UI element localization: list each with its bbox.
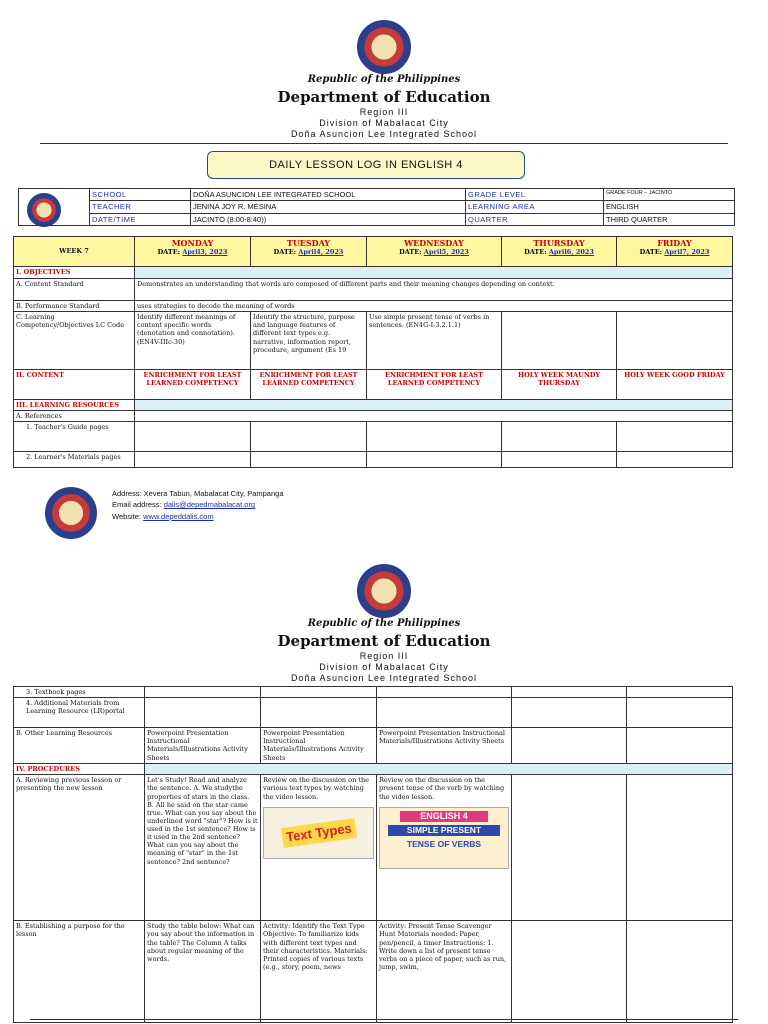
division-text-page2: Division of Mabalacat City <box>319 662 449 672</box>
day-date-row <box>253 248 364 256</box>
competency-monday: Identify different meanings of content specific words (denotation and connotation). (EN4V-IIIc-30) <box>135 312 251 370</box>
day-date-row <box>619 248 730 256</box>
content-standard-value: Demonstrates an understanding that words are composed of different parts and their meaning changes depending on context. <box>135 279 733 301</box>
shaded-cell <box>145 764 733 775</box>
school-text: Doña Asuncion Lee Integrated School <box>290 129 478 139</box>
cell <box>145 698 261 728</box>
references-label: A. References <box>14 411 135 422</box>
quarter-value: THIRD QUARTER <box>604 213 735 225</box>
text-types-thumbnail-label: Text Types <box>280 817 356 847</box>
cell <box>627 921 733 1023</box>
day-date-prefix: DATE: <box>639 248 665 256</box>
cell <box>145 687 261 698</box>
area-label: LEARNING AREA <box>466 201 604 213</box>
other-resources-monday: Powerpoint Presentation Instructional Materials/Illustrations Activity Sheets <box>145 728 261 764</box>
cell <box>502 452 617 468</box>
procedure-b-wednesday: Activity: Present Tense Scavenger Hunt Materials needed: Paper, pen/pencil, a timer Instructions: 1. Write down a list of present tense verbs on a piece of paper, such as run, jump, swim, <box>377 921 512 1023</box>
content-monday: ENRICHMENT FOR LEAST LEARNED COMPETENCY <box>135 370 251 400</box>
cell <box>502 422 617 452</box>
footer-website-row <box>112 511 284 522</box>
day-monday <box>135 237 251 267</box>
footer-address: Address: Xevera Tabun, Mabalacat City, Pampanga <box>112 489 284 498</box>
day-date-row <box>369 248 499 256</box>
division-text: Division of Mabalacat City <box>319 118 449 128</box>
deped-seal <box>357 20 411 74</box>
school-value: DOÑA ASUNCION LEE INTEGRATED SCHOOL <box>191 189 466 201</box>
cell <box>627 728 733 764</box>
footer-website-label: Website: <box>112 511 144 521</box>
cell <box>512 728 627 764</box>
performance-standard-label: B. Performance Standard <box>14 301 135 312</box>
thumbnail-title: ENGLISH 4 <box>400 811 488 822</box>
footer-school-logo <box>45 487 97 539</box>
teachers-guide-label: 1. Teacher's Guide pages <box>14 422 135 452</box>
footer-email-label: Email address: <box>112 500 164 510</box>
cell <box>251 452 367 468</box>
competency-friday <box>617 312 733 370</box>
competency-wednesday: Use simple present tense of verbs in sentences. (EN4G-I-3.2.1.1) <box>367 312 502 370</box>
cell <box>512 775 627 921</box>
day-name: WEDNESDAY <box>404 238 464 248</box>
content-standard-label: A. Content Standard <box>14 279 135 301</box>
teacher-value: JENINA JOY R. MESINA <box>191 201 466 213</box>
procedures-heading: IV. PROCEDURES <box>14 764 145 775</box>
references-cell <box>135 411 733 422</box>
week-cell: WEEK 7 <box>14 237 135 267</box>
thumbnail-line1: SIMPLE PRESENT <box>388 825 500 836</box>
objectives-heading: I. OBJECTIVES <box>14 267 135 279</box>
other-resources-wednesday: Powerpoint Presentation Instructional Materials/Illustrations Activity Sheets <box>377 728 512 764</box>
cell <box>367 452 502 468</box>
republic-text: Republic of the Philippines <box>307 74 461 85</box>
cell <box>377 687 512 698</box>
competency-tuesday: Identify the structure, purpose and language features of different text types e.g. narrative, information report, procedure, argument (Es 19 <box>251 312 367 370</box>
department-title-page2: Department of Education <box>277 632 491 650</box>
day-wednesday <box>367 237 502 267</box>
procedure-a-wednesday-text: Review on the discussion on the present tense of the verb by watching the video lesson. <box>379 776 505 801</box>
republic-text-page2: Republic of the Philippines <box>307 618 461 629</box>
simple-present-video-thumbnail[interactable] <box>379 807 509 869</box>
cell <box>512 687 627 698</box>
lesson-log-title <box>207 151 525 179</box>
textbook-label: 3. Textbook pages <box>14 687 145 698</box>
school-text-page2: Doña Asuncion Lee Integrated School <box>290 673 478 683</box>
grade-value: GRADE FOUR – JACINTO <box>604 189 735 201</box>
day-date-prefix: DATE: <box>157 248 183 256</box>
cell <box>367 422 502 452</box>
day-date-prefix: DATE: <box>399 248 424 256</box>
procedure-b-monday: Study the table below: What can you say about the information in the table? The Column A talks about regular meaning of the words. <box>145 921 261 1023</box>
info-table <box>18 188 735 226</box>
dll-table-page2 <box>13 686 733 1023</box>
shaded-cell <box>135 400 733 411</box>
day-thursday <box>502 237 617 267</box>
region-text: Region III <box>359 107 409 117</box>
performance-standard-value: uses strategies to decode the meaning of words <box>135 301 733 312</box>
shaded-cell <box>135 267 733 279</box>
header-rule <box>40 143 728 144</box>
day-date-prefix: DATE: <box>273 248 299 256</box>
cell <box>512 698 627 728</box>
cell <box>135 452 251 468</box>
day-name: THURSDAY <box>533 238 585 248</box>
logo-cell <box>19 189 90 226</box>
area-value: ENGLISH <box>604 201 735 213</box>
cell <box>135 422 251 452</box>
day-date-prefix: DATE: <box>524 248 549 256</box>
content-wednesday: ENRICHMENT FOR LEAST LEARNED COMPETENCY <box>367 370 502 400</box>
day-date[interactable]: April7, 2023 <box>664 248 710 256</box>
cell <box>617 452 733 468</box>
competency-label: C. Learning Competency/Objectives LC Code <box>14 312 135 370</box>
cell <box>261 687 377 698</box>
cell <box>627 687 733 698</box>
date-value: JACINTO (8:00-8:40)) <box>191 213 466 225</box>
region-text-page2: Region III <box>359 651 409 661</box>
day-date[interactable]: April4, 2023 <box>298 248 344 256</box>
content-thursday: HOLY WEEK MAUNDY THURSDAY <box>502 370 617 400</box>
other-resources-tuesday: Powerpoint Presentation Instructional Materials/Illustrations Activity Sheets <box>261 728 377 764</box>
grade-label: GRADE LEVEL <box>466 189 604 201</box>
additional-materials-label: 4. Additional Materials from Learning Resource (LR)portal <box>14 698 145 728</box>
other-resources-label: B. Other Learning Resources <box>14 728 145 764</box>
day-name: TUESDAY <box>286 238 331 248</box>
quarter-label: QUARTER <box>466 213 604 225</box>
website-link[interactable]: www.depeddalis.com <box>143 511 214 521</box>
lesson-log-title-text: DAILY LESSON LOG IN ENGLISH 4 <box>269 159 463 171</box>
thumbnail-line2: TENSE OF VERBS <box>406 838 482 849</box>
day-friday <box>617 237 733 267</box>
day-tuesday <box>251 237 367 267</box>
dll-table-page1 <box>13 236 733 468</box>
content-friday: HOLY WEEK GOOD FRIDAY <box>617 370 733 400</box>
school-label: SCHOOL <box>90 189 191 201</box>
day-date[interactable]: April6, 2023 <box>548 248 594 256</box>
cell <box>627 698 733 728</box>
cell <box>377 698 512 728</box>
learners-materials-label: 2. Learner's Materials pages <box>14 452 135 468</box>
competency-thursday <box>502 312 617 370</box>
content-heading: II. CONTENT <box>14 370 135 400</box>
department-title: Department of Education <box>277 88 491 106</box>
footer-contact <box>112 488 284 522</box>
procedure-a-monday: Let's Study! Read and analyze the sentence. A. We studythe properties of stars in the class. B. All he said on the star came true. What can you say about the underlined word "star"? How is it used in the 1st sentence? How is it used in the 2nd sentence? What can you say about the meaning of "star" in the 1st sentence? 2nd sentence? <box>145 775 261 921</box>
procedure-b-tuesday: Activity: Identify the Text Type Objective: To familiarize kids with different text types and their characteristics. Materials: Printed copies of various texts (e.g., story, poem, news <box>261 921 377 1023</box>
procedure-a-wednesday <box>377 775 512 921</box>
cell <box>251 422 367 452</box>
cell <box>261 698 377 728</box>
footer-email-row <box>112 499 284 510</box>
cell <box>512 921 627 1023</box>
deped-seal-page2 <box>357 564 411 618</box>
day-date[interactable]: April3, 2023 <box>182 248 228 256</box>
day-date-row <box>504 248 614 256</box>
procedure-a-tuesday <box>261 775 377 921</box>
day-name: FRIDAY <box>657 238 692 248</box>
content-tuesday: ENRICHMENT FOR LEAST LEARNED COMPETENCY <box>251 370 367 400</box>
teacher-label: TEACHER <box>90 201 191 213</box>
resources-heading: III. LEARNING RESOURCES <box>14 400 135 411</box>
day-date[interactable]: April5, 2023 <box>423 248 469 256</box>
text-types-video-thumbnail[interactable] <box>263 807 374 859</box>
day-date-row <box>137 248 248 256</box>
date-label: DATE/TIME <box>90 213 191 225</box>
cell <box>627 775 733 921</box>
email-link[interactable]: dalis@depedmabalacat.org <box>163 500 256 510</box>
procedure-b-label: B. Establishing a purpose for the lesson <box>14 921 145 1023</box>
cell <box>617 422 733 452</box>
procedure-a-tuesday-text: Review on the discussion on the various text types by watching the video lesson. <box>263 776 369 801</box>
day-name: MONDAY <box>171 238 214 248</box>
bottom-rule <box>30 1019 738 1020</box>
procedure-a-label: A. Reviewing previous lesson or presenting the new lesson <box>14 775 145 921</box>
